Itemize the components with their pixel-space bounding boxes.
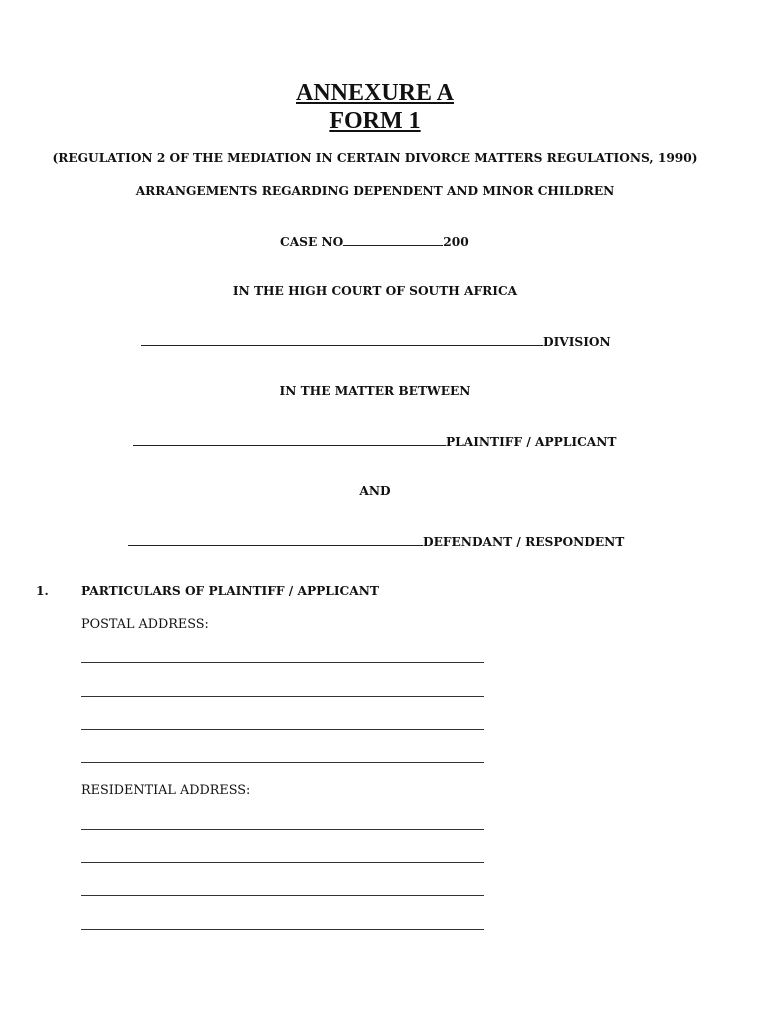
postal-address-line[interactable]: [81, 696, 484, 697]
residential-address-line[interactable]: [81, 862, 484, 863]
court-name: IN THE HIGH COURT OF SOUTH AFRICA: [232, 284, 518, 298]
postal-address-label: POSTAL ADDRESS:: [81, 617, 209, 632]
defendant-row: [128, 533, 624, 550]
postal-address-line[interactable]: [81, 729, 484, 730]
section-heading: PARTICULARS OF PLAINTIFF / APPLICANT: [81, 584, 379, 598]
regulation-reference: (REGULATION 2 OF THE MEDIATION IN CERTAIN DIVORCE MATTERS REGULATIONS, 1990): [52, 151, 698, 165]
case-year-suffix: 200: [443, 235, 469, 249]
defendant-label: DEFENDANT / RESPONDENT: [423, 535, 625, 549]
and-separator: AND: [359, 484, 391, 498]
title-form: FORM 1: [329, 108, 421, 134]
division-row: [141, 333, 611, 350]
division-field[interactable]: [141, 333, 543, 346]
title-annexure: ANNEXURE A: [295, 80, 454, 106]
case-no-field[interactable]: [343, 233, 443, 246]
postal-address-line[interactable]: [81, 662, 484, 663]
residential-address-line[interactable]: [81, 929, 484, 930]
case-number-row: [280, 233, 469, 250]
plaintiff-row: [133, 433, 616, 450]
defendant-field[interactable]: [128, 533, 423, 546]
residential-address-label: RESIDENTIAL ADDRESS:: [81, 783, 251, 798]
division-label: DIVISION: [543, 335, 611, 349]
section-number: 1.: [36, 584, 49, 598]
postal-address-line[interactable]: [81, 762, 484, 763]
plaintiff-label: PLAINTIFF / APPLICANT: [446, 435, 617, 449]
residential-address-line[interactable]: [81, 895, 484, 896]
form-subject: ARRANGEMENTS REGARDING DEPENDENT AND MINOR CHILDREN: [135, 184, 615, 198]
residential-address-line[interactable]: [81, 829, 484, 830]
plaintiff-field[interactable]: [133, 433, 446, 446]
case-no-label: CASE NO: [280, 235, 344, 249]
matter-between: IN THE MATTER BETWEEN: [279, 384, 471, 398]
